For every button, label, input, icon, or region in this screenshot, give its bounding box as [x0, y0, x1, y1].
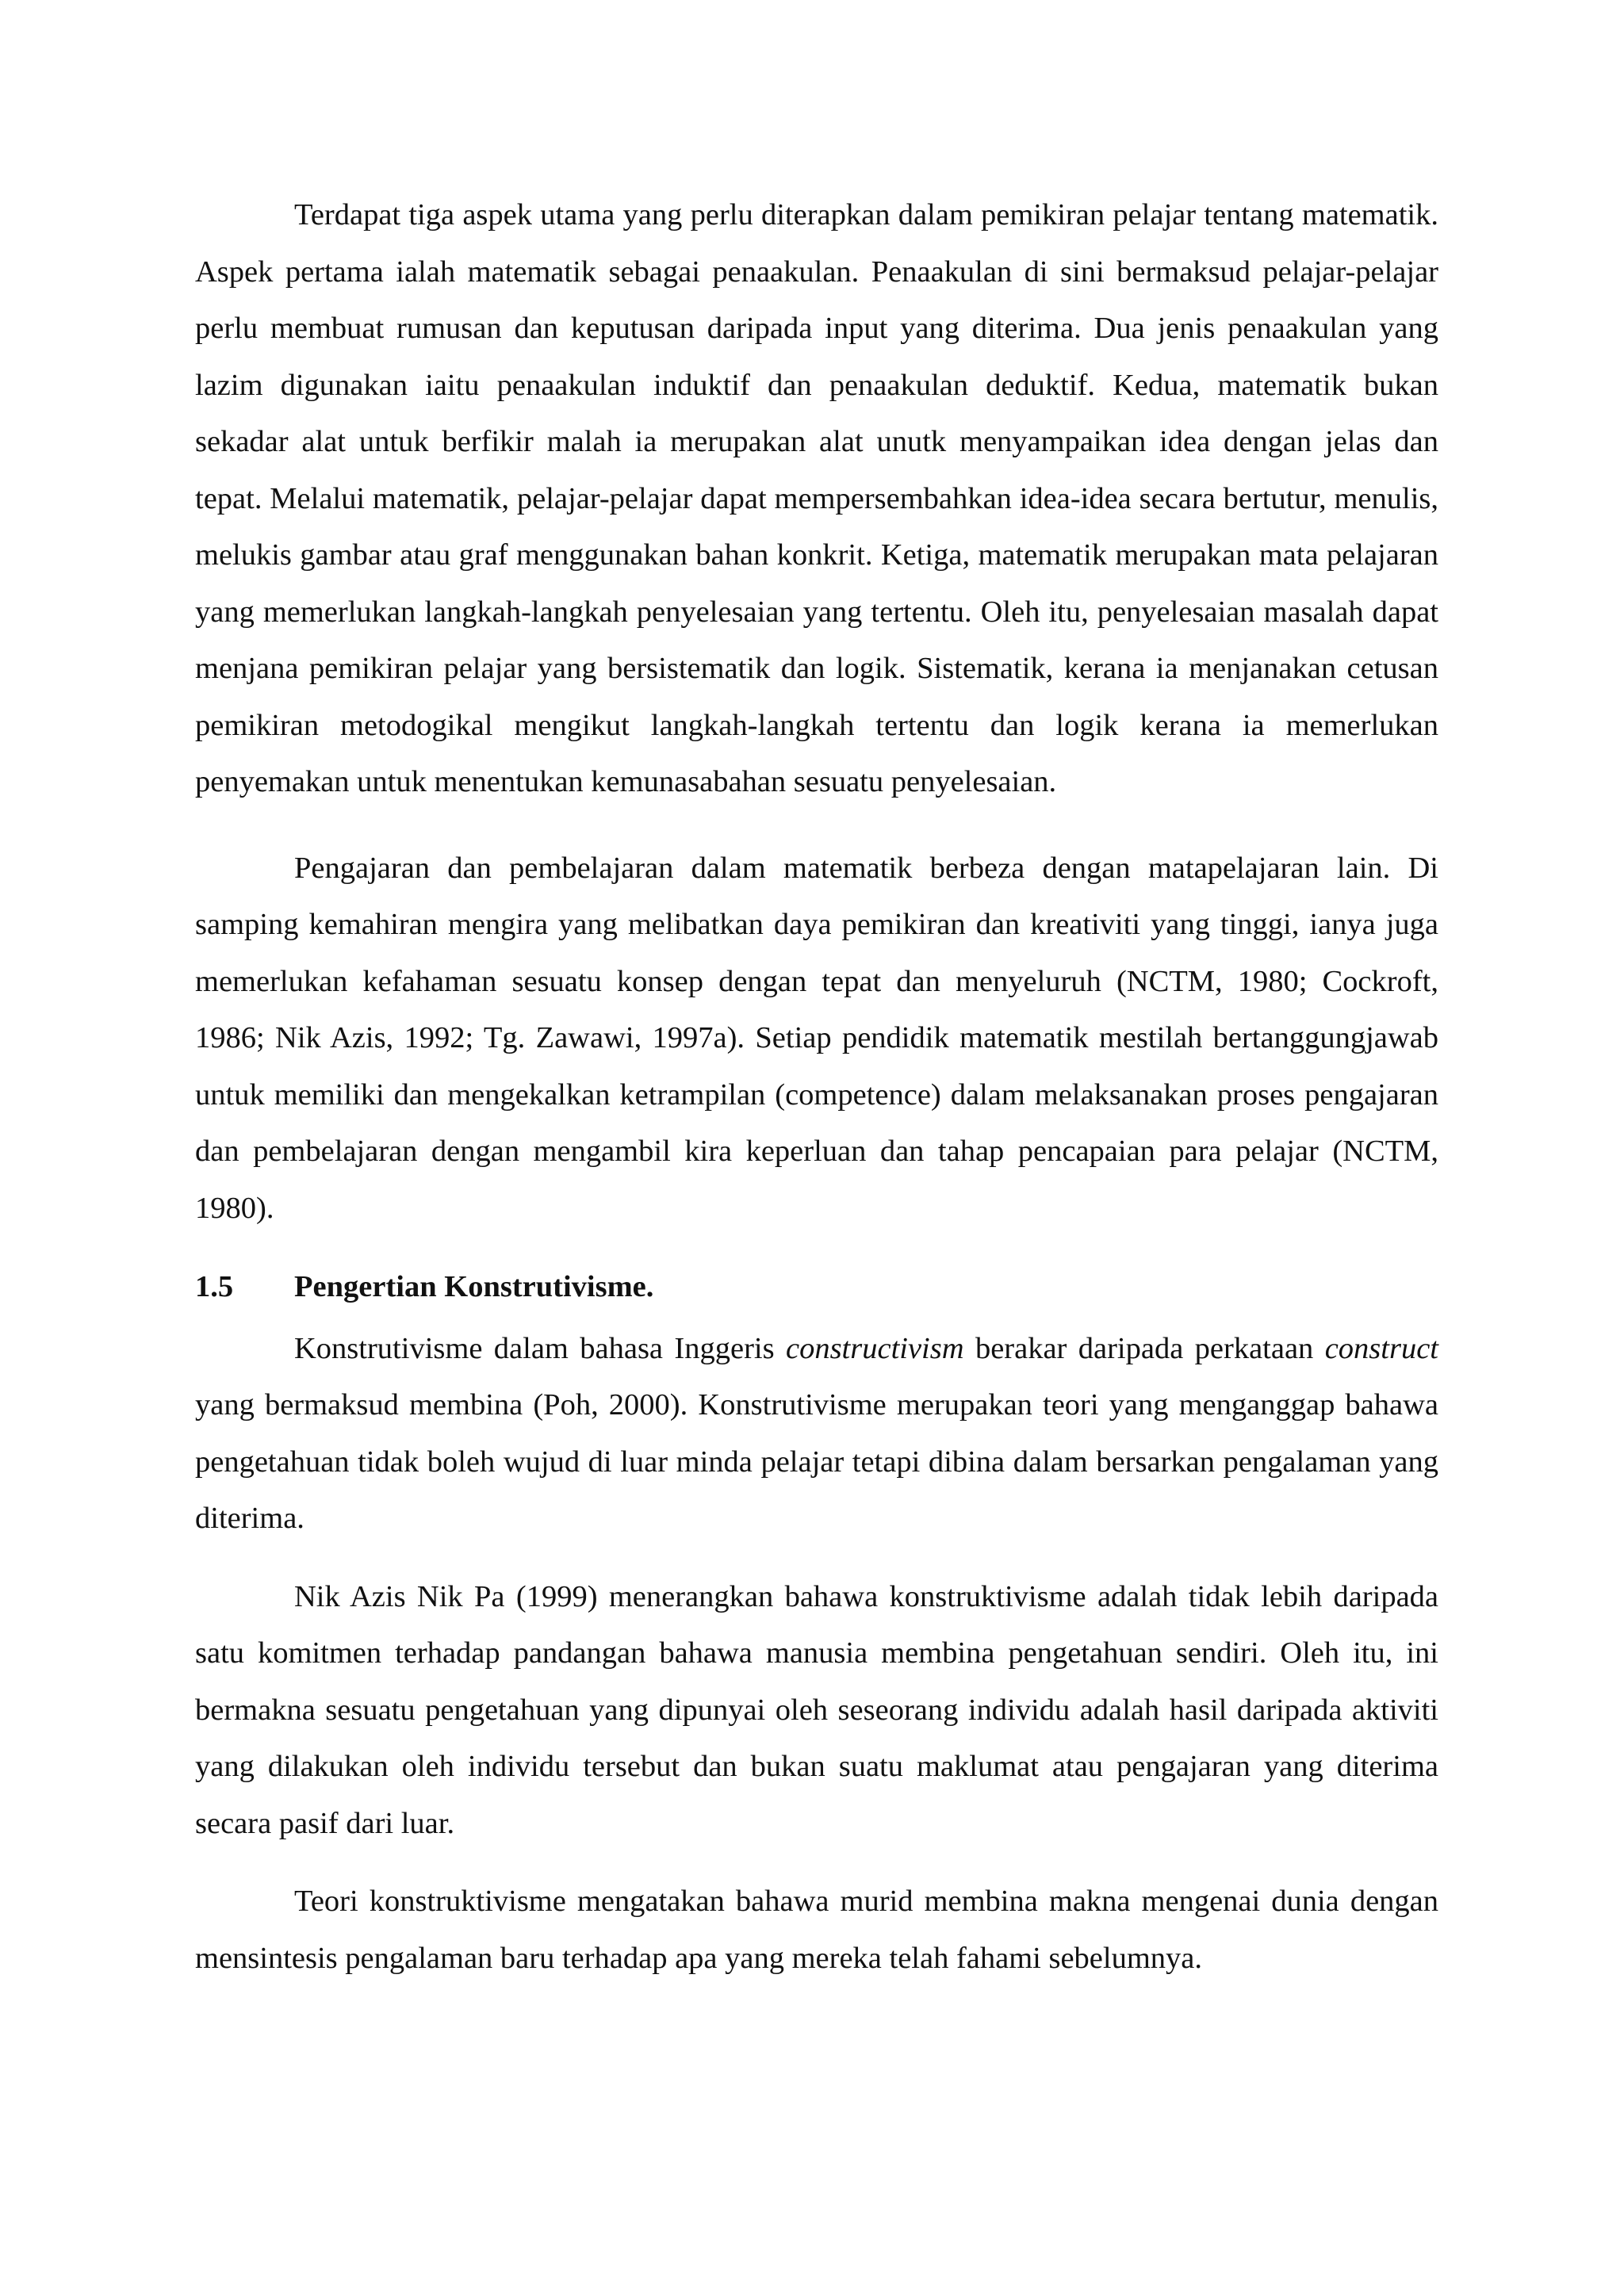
paragraph-three-aspects: Terdapat tiga aspek utama yang perlu diterapkan dalam pemikiran pelajar tentang matematik. Aspek pertama ialah matematik sebagai penaakulan. Penaakulan di sini bermaksud pelajar-pelajar perlu membuat rumusan dan keputusan daripada input yang diterima. Dua jenis penaakulan yang lazim digunakan iaitu penaakulan induktif dan penaakulan deduktif. Kedua, matematik bukan sekadar alat untuk berfikir malah ia merupakan alat unutk menyampaikan idea dengan jelas dan tepat. Melalui matematik, pelajar-pelajar dapat mempersembahkan idea-idea secara bertutur, menulis, melukis gambar atau graf menggunakan bahan konkrit. Ketiga, matematik merupakan mata pelajaran yang memerlukan langkah-langkah penyelesaian yang tertentu. Oleh itu, penyelesaian masalah dapat menjana pemikiran pelajar yang bersistematik dan logik. Sistematik, kerana ia menjanakan cetusan pemikiran metodogikal mengikut langkah-langkah tertentu dan logik kerana ia memerlukan penyemakan untuk menentukan kemunasabahan sesuatu penyelesaian.: [195, 198, 1438, 798]
section-heading: [195, 1259, 1438, 1316]
definition-text-3: yang bermaksud membina (Poh, 2000). Konstrutivisme merupakan teori yang menganggap bahawa pengetahuan tidak boleh wujud di luar minda pelajar tetapi dibina dalam bersarkan pengalaman yang diterima.: [195, 1388, 1438, 1535]
document-page: [195, 187, 1438, 1987]
term-constructivism: constructivism: [785, 1331, 964, 1365]
definition-text-2: berakar daripada perkataan: [963, 1331, 1325, 1365]
section-number: 1.5: [195, 1270, 234, 1303]
section-title: Pengertian Konstrutivisme.: [294, 1270, 654, 1303]
definition-text-1: Konstrutivisme dalam bahasa Inggeris: [294, 1331, 786, 1365]
paragraph-nik-azis: Nik Azis Nik Pa (1999) menerangkan bahawa konstruktivisme adalah tidak lebih daripada satu komitmen terhadap pandangan bahawa manusia membina pengetahuan sendiri. Oleh itu, ini bermakna sesuatu pengetahuan yang dipunyai oleh seseorang individu adalah hasil daripada aktiviti yang dilakukan oleh individu tersebut dan bukan suatu maklumat atau pengajaran yang diterima secara pasif dari luar.: [195, 1579, 1438, 1840]
paragraph-teaching-learning: Pengajaran dan pembelajaran dalam matematik berbeza dengan matapelajaran lain. Di samping kemahiran mengira yang melibatkan daya pemikiran dan kreativiti yang tinggi, ianya juga memerlukan kefahaman sesuatu konsep dengan tepat dan menyeluruh (NCTM, 1980; Cockroft, 1986; Nik Azis, 1992; Tg. Zawawi, 1997a). Setiap pendidik matematik mestilah bertanggungjawab untuk memiliki dan mengekalkan ketrampilan (competence) dalam melaksanakan proses pengajaran dan pembelajaran dengan mengambil kira keperluan dan tahap pencapaian para pelajar (NCTM, 1980).: [195, 851, 1438, 1225]
paragraph-constructivism-definition: [195, 1321, 1438, 1548]
paragraph-constructivism-theory: Teori konstruktivisme mengatakan bahawa murid membina makna mengenai dunia dengan mensintesis pengalaman baru terhadap apa yang mereka telah fahami sebelumnya.: [195, 1885, 1438, 1975]
term-construct: construct: [1324, 1331, 1438, 1365]
